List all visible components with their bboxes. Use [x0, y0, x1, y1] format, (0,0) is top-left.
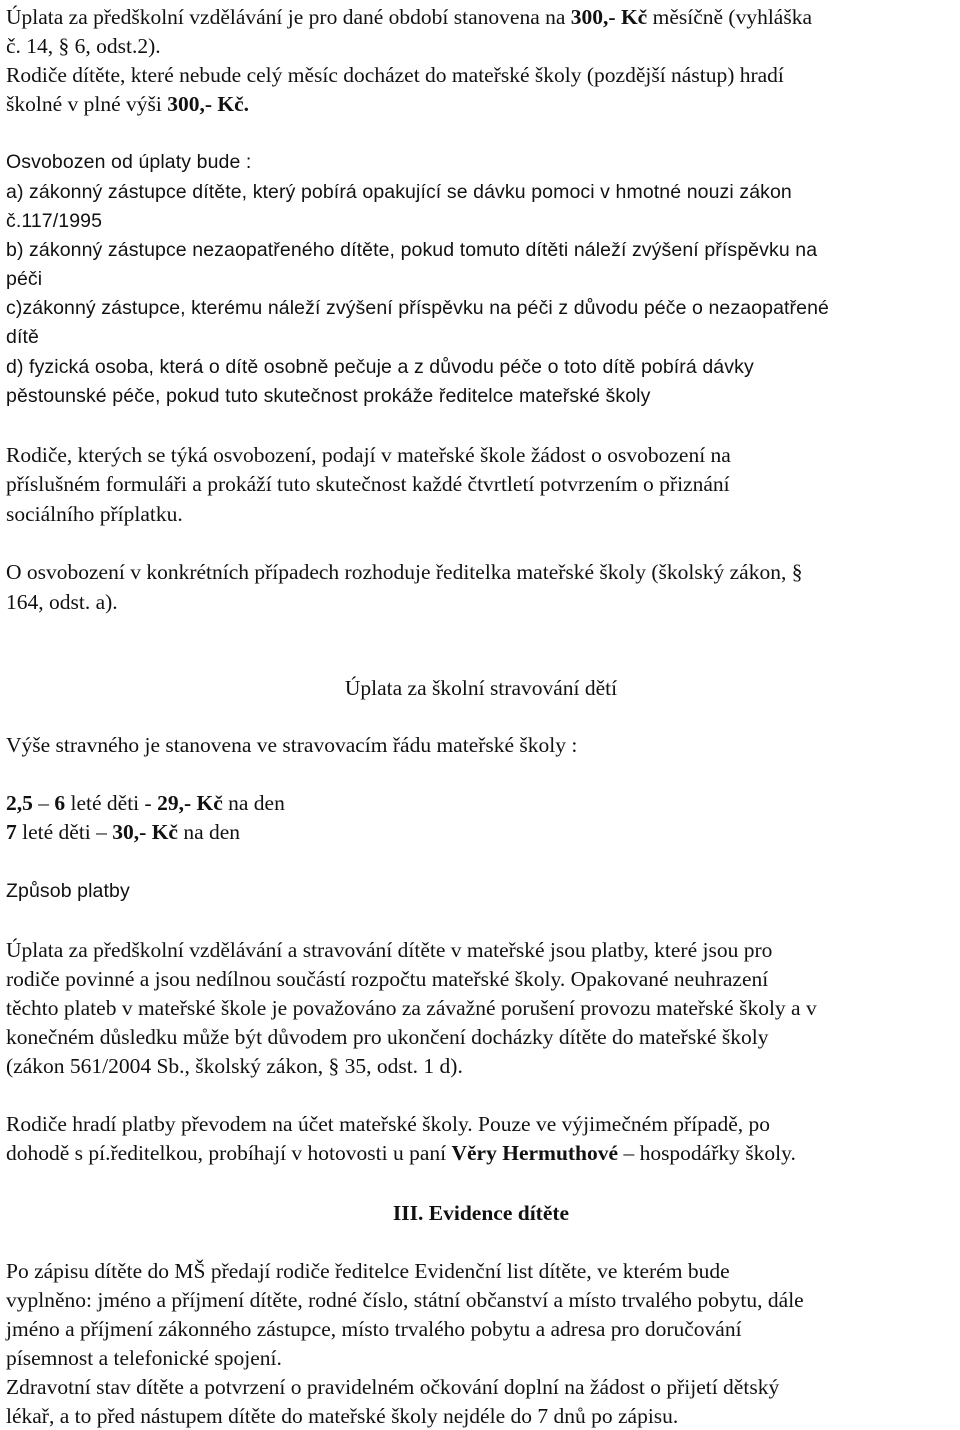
fee-amount: 300,- Kč.: [167, 92, 250, 116]
meals-intro: Výše stravného je stanovena ve stravovacím řádu mateřské školy :: [6, 733, 578, 757]
rate-amount: 30,- Kč: [112, 820, 178, 844]
person-name: Věry Hermuthové: [451, 1141, 619, 1165]
rate-amount: 29,- Kč: [157, 791, 223, 815]
payment-line-3: těchto plateb v mateřské škole je považováno za závažné porušení provozu mateřské školy a v: [6, 996, 817, 1020]
exempt-line-4: b) zákonný zástupce nezaopatřeného dítěte, pokud tomuto dítěti náleží zvýšení příspěvku na: [6, 239, 818, 261]
text: měsíčně (vyhláška: [647, 5, 812, 29]
evidence-line-3: jméno a příjmení zákonného zástupce, místo trvalého pobytu a adresa pro doručování: [6, 1317, 742, 1341]
evidence-heading: III. Evidence dítěte: [392, 1201, 570, 1225]
exempt-line-2: a) zákonný zástupce dítěte, který pobírá opakující se dávku pomoci v hmotné nouzi zákon: [6, 181, 792, 203]
payment-heading: Způsob platby: [6, 880, 130, 902]
text: školné v plné výši: [6, 92, 168, 116]
evidence-line-4: písemnost a telefonické spojení.: [6, 1346, 282, 1370]
fee-line-3: Rodiče dítěte, které nebude celý měsíc docházet do mateřské školy (pozdější nástup) hradí: [6, 63, 784, 87]
evidence-line-1: Po zápisu dítěte do MŠ předají rodiče ředitelce Evidenční list dítěte, ve kterém bude: [6, 1259, 730, 1283]
text: leté děti –: [16, 820, 113, 844]
age-to: 6: [54, 791, 66, 815]
fee-line-1: [6, 7, 812, 29]
exempt-line-1: Osvobozen od úplaty bude :: [6, 151, 252, 173]
evidence-line-2: vyplněno: jméno a příjmení dítěte, rodné číslo, státní občanství a místo trvalého pobytu, dále: [6, 1288, 804, 1312]
exempt-line-9: pěstounské péče, pokud tuto skutečnost prokáže ředitelce mateřské školy: [6, 385, 651, 407]
fee-line-2: č. 14, § 6, odst.2).: [6, 34, 161, 58]
payment-line-5: (zákon 561/2004 Sb., školský zákon, § 35, odst. 1 d).: [6, 1054, 463, 1078]
evidence-line-5: Zdravotní stav dítěte a potvrzení o pravidelném očkování doplní na žádost o přijetí dětský: [6, 1375, 780, 1399]
fee-amount: 300,- Kč: [570, 5, 648, 29]
age: 7: [6, 820, 17, 844]
apply-line-2: příslušném formuláři a prokáží tuto skutečnost každé čtvrtletí potvrzením o přiznání: [6, 472, 730, 496]
decide-line-2: 164, odst. a).: [6, 590, 118, 614]
text: –: [32, 791, 55, 815]
text: leté děti -: [65, 791, 158, 815]
text: na den: [222, 791, 285, 815]
payment-line-4: konečném důsledku může být důvodem pro ukončení docházky dítěte do mateřské školy: [6, 1025, 769, 1049]
decide-line-1: O osvobození v konkrétních případech rozhoduje ředitelka mateřské školy (školský zákon, §: [6, 560, 803, 584]
meals-heading: Úplata za školní stravování dětí: [344, 676, 618, 700]
payment-line-2: rodiče povinné a jsou nedílnou součástí rozpočtu mateřské školy. Opakované neuhrazení: [6, 967, 769, 991]
payment-line-7: [6, 1143, 796, 1165]
exempt-line-7: dítě: [6, 326, 39, 348]
fee-line-4: [6, 94, 249, 116]
text: na den: [177, 820, 241, 844]
meals-rate-row-2: [6, 822, 240, 844]
exempt-line-6: c)zákonný zástupce, kterému náleží zvýšení příspěvku na péči z důvodu péče o nezaopatřené: [6, 297, 829, 319]
text: dohodě s pí.ředitelkou, probíhají v hotovosti u paní: [6, 1141, 452, 1165]
payment-line-6: Rodiče hradí platby převodem na účet mateřské školy. Pouze ve výjimečném případě, po: [6, 1112, 771, 1136]
text: – hospodářky školy.: [618, 1141, 796, 1165]
exempt-line-5: péči: [6, 268, 43, 290]
meals-rate-row-1: [6, 793, 285, 815]
evidence-line-6: lékař, a to před nástupem dítěte do mateřské školy nejdéle do 7 dnů po zápisu.: [6, 1404, 679, 1428]
apply-line-3: sociálního příplatku.: [6, 502, 183, 526]
apply-line-1: Rodiče, kterých se týká osvobození, podají v mateřské škole žádost o osvobození na: [6, 443, 731, 467]
exempt-line-3: č.117/1995: [6, 210, 103, 232]
payment-line-1: Úplata za předškolní vzdělávání a stravování dítěte v mateřské jsou platby, které jsou pro: [6, 938, 773, 962]
text: Úplata za předškolní vzdělávání je pro dané období stanovena na: [6, 5, 571, 29]
age-from: 2,5: [6, 791, 33, 815]
exempt-line-8: d) fyzická osoba, která o dítě osobně pečuje a z důvodu péče o toto dítě pobírá dávky: [6, 356, 754, 378]
